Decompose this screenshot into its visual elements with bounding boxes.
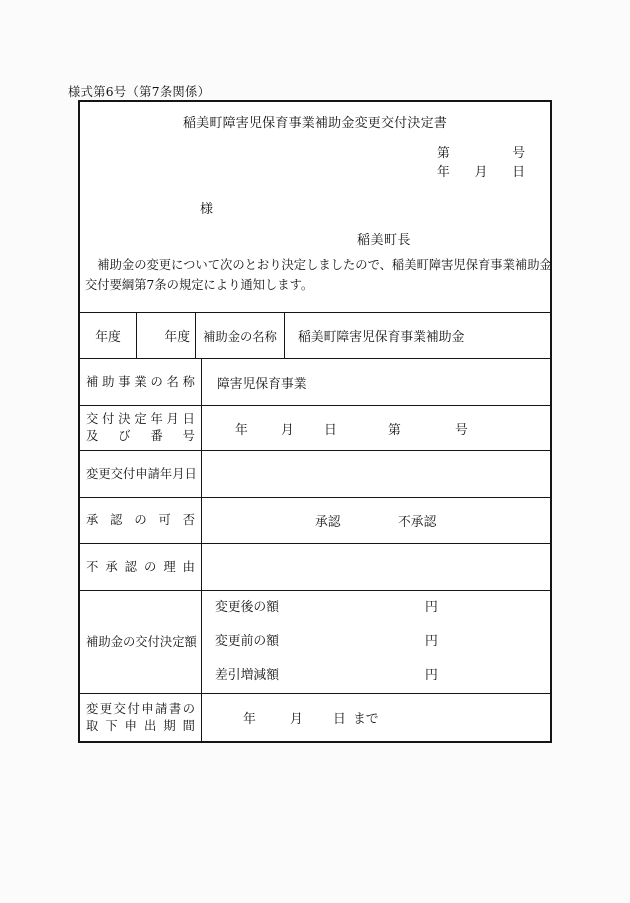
body-line-2: 交付要綱第7条の規定により通知します。 xyxy=(85,278,314,292)
withdrawal-year-label: 年 xyxy=(243,712,256,727)
row-change-application-date xyxy=(80,450,550,497)
fiscal-year-label-text: 年度 xyxy=(95,330,121,345)
approval-reject-option: 不承認 xyxy=(398,515,437,530)
row-rejection-reason xyxy=(80,543,550,590)
grant-decision-label-line1: 交 付 決 定 年 月 日 xyxy=(86,412,195,426)
row-project-name xyxy=(80,358,550,405)
project-name-label xyxy=(80,359,202,405)
row-withdrawal-period xyxy=(80,693,550,741)
grant-amount-value xyxy=(202,591,550,693)
grant-amount-label-text: 補 助 金 の 交 付 決 定 額 xyxy=(86,634,197,649)
withdrawal-label-line1: 変 更 交 付 申 請 書 の xyxy=(86,701,195,716)
withdrawal-label xyxy=(80,694,202,741)
grant-decision-label-line2: 及 び 番 号 xyxy=(86,429,195,443)
date-year-label: 年 xyxy=(437,165,450,180)
approval-approve-option: 承認 xyxy=(315,515,341,530)
approval-label xyxy=(80,498,202,543)
project-name-value-text: 障害児保育事業 xyxy=(217,376,307,392)
amount-after-label: 変更後の額 xyxy=(215,600,279,615)
withdrawal-label-line2: 取 下 申 出 期 間 xyxy=(86,718,195,733)
row-approval xyxy=(80,497,550,543)
addressee-honorific: 様 xyxy=(200,202,214,217)
withdrawal-day-label: 日 xyxy=(333,712,346,727)
fiscal-year-value-text: 年度 xyxy=(164,330,190,345)
document-frame xyxy=(78,100,552,743)
subsidy-name-label xyxy=(196,313,285,358)
subsidy-name-value xyxy=(285,313,464,358)
date-day-label: 日 xyxy=(512,165,525,180)
project-name-label-text: 補 助 事 業 の 名 称 xyxy=(86,374,195,389)
decision-no-suffix: 号 xyxy=(455,422,468,438)
rejection-reason-label xyxy=(80,544,202,590)
amount-before-unit: 円 xyxy=(425,634,438,649)
grant-decision-label xyxy=(80,406,202,450)
page-title: 稲美町障害児保育事業補助金変更交付決定書 xyxy=(182,116,447,131)
row-fiscal-year xyxy=(80,312,550,358)
amount-difference-unit: 円 xyxy=(425,668,438,683)
fiscal-year-value xyxy=(137,313,196,358)
document-number-line xyxy=(437,142,525,161)
grant-amount-label xyxy=(80,591,202,693)
amount-before-label: 変更前の額 xyxy=(215,634,279,649)
decision-day-label: 日 xyxy=(324,422,337,438)
doc-no-suffix: 号 xyxy=(512,146,525,161)
grant-decision-value xyxy=(202,406,550,450)
fiscal-year-label xyxy=(80,313,137,358)
change-application-label-text: 変 更 交 付 申 請 年 月 日 xyxy=(86,466,197,481)
form-number-label: 様式第6号（第7条関係） xyxy=(68,85,211,99)
withdrawal-suffix-label: まで xyxy=(353,712,379,727)
body-paragraph xyxy=(85,255,552,295)
document-header xyxy=(80,102,550,312)
project-name-value xyxy=(202,359,550,405)
amount-after-unit: 円 xyxy=(425,600,438,615)
rejection-reason-label-text: 不 承 認 の 理 由 xyxy=(86,559,195,574)
body-line-1: 補助金の変更について次のとおり決定しましたので、稲美町障害児保育事業補助金 xyxy=(85,258,552,272)
subsidy-name-value-text: 稲美町障害児保育事業補助金 xyxy=(298,330,465,345)
document-date-line xyxy=(437,161,525,180)
doc-no-prefix: 第 xyxy=(437,146,450,161)
withdrawal-month-label: 月 xyxy=(290,712,303,727)
amount-line-before xyxy=(202,625,550,659)
change-application-value xyxy=(202,451,550,497)
sender-title: 稲美町長 xyxy=(357,233,412,248)
subsidy-name-label-text: 補助金の名称 xyxy=(203,329,277,344)
approval-label-text: 承 認 の 可 否 xyxy=(86,513,195,527)
row-grant-decision xyxy=(80,405,550,450)
amount-line-after xyxy=(202,591,550,625)
date-month-label: 月 xyxy=(474,165,488,180)
amount-difference-label: 差引増減額 xyxy=(215,668,279,683)
approval-value xyxy=(202,498,550,543)
withdrawal-value xyxy=(202,694,550,741)
row-grant-amount xyxy=(80,590,550,693)
rejection-reason-value xyxy=(202,544,550,590)
change-application-label xyxy=(80,451,202,497)
decision-no-prefix: 第 xyxy=(388,422,401,438)
decision-year-label: 年 xyxy=(235,422,248,438)
decision-month-label: 月 xyxy=(281,422,294,438)
amount-line-difference xyxy=(202,659,550,693)
